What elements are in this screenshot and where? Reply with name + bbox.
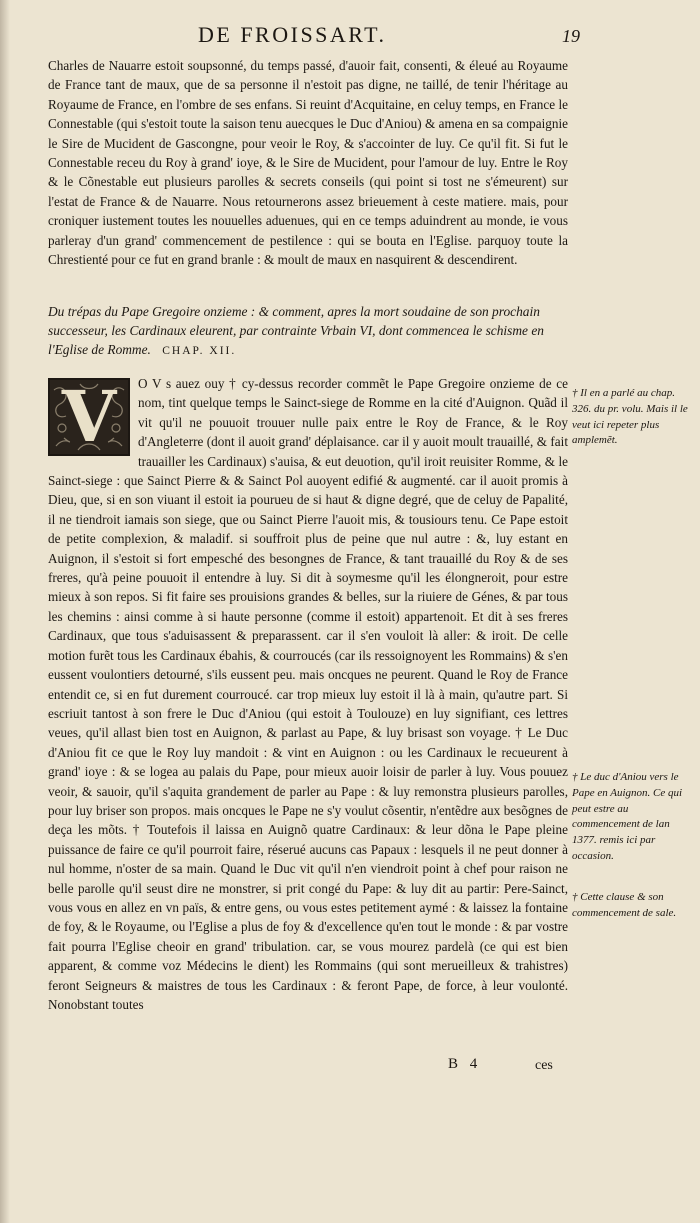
running-head	[0, 22, 700, 48]
paragraph-2-block	[48, 374, 568, 1014]
margin-note-1: † Il en a parlé au chap. 326. du pr. volu. Mais il le veut ici repeter plus amplemẽt.	[572, 387, 688, 447]
initial-letter: V	[61, 378, 117, 456]
chapter-title: Du trépas du Pape Gregoire onzieme : & comment, apres la mort soudaine de son prochain successeur, les Cardinaux eleurent, par contrainte Vrbain VI, dont commencea le schisme en l'Eglise de Romme.	[48, 304, 544, 358]
running-title: DE FROISSART.	[198, 22, 387, 47]
signature-mark: B 4	[448, 1056, 482, 1072]
decorated-initial	[48, 378, 130, 456]
chapter-label: CHAP. XII.	[162, 345, 237, 358]
page-number: 19	[562, 26, 580, 46]
margin-note-2: † Le duc d'Aniou vers le Pape en Auignon. Ce qui peut estre au commencement de lan 1377. remis ici par occasion.	[572, 771, 683, 862]
chapter-heading	[48, 302, 573, 362]
binding-shadow	[0, 0, 10, 1223]
catchword: ces	[535, 1058, 553, 1073]
paragraph-1: Charles de Nauarre estoit soupsonné, du temps passé, d'auoir fait, consenti, & éleué au Royaume de France tant de maux, que de sa personne il n'estoit pas digne, ne taillé, de tenir l'héritage au Royaume de France, en l'ombre de ses enfans. Si reuint d'Acquitaine, en celuy temps, en France le Connestable (qui s'estoit toute la saison tenu auecques le Duc d'Aniou) & amena en sa compaignie le Sire de Mucident de Gascongne, pour veoir le Roy, & s'accointer de luy. Ce qu'il fit. Si fut le Connestable receu du Roy à grand' ioye, & le Sire de Mucident, pour l'amour de luy. Entre le Roy & le Cõnestable eut plusieurs parolles & secrets conseils (qui point si tost ne s'émeurent) sur l'estat de France & de Nauarre. Nous retournerons assez brieuement à ceste matiere. mais, pour croniquer iustement toutes les nouuelles aduenues, qui en ce temps aduindrent au monde, ie vous parleray d'un grand' commencement de pestilence : qui se bouta en l'Eglise. parquoy toute la Chrestienté pour ce fut en grand branle : & moult de maux en nasquirent & descendirent.	[48, 58, 568, 268]
paragraph-2: O V s auez ouy † cy-dessus recorder commẽt le Pape Gregoire onzieme de ce nom, tint quelque temps le Sainct-siege de Romme en la cité d'Auignon. Quãd il vit qu'il ne pouuoit trouuer nulle paix entre le Roy de France, & le Roy d'Angleterre (dont il auoit grand' déplaisance. car il y auoit moult trauaillé, & fait trauailler les Cardinaux) s'auisa, & eut deuotion, qu'il iroit reuisiter Romme, & le Sainct-siege : que Sainct Pierre & & Sainct Pol auoyent edifié & augmenté. car il auoit promis à Dieu, que, si en son viuant il estoit ia pourueu de si haut & digne degré, que de celuy de Papalité, il ne tiendroit iamais son siege, que ou Sainct Pierre l'auoit mis, & tousiours tenu. Ce Pape estoit de petite complexion, & maladif. si souffroit plus de peine que nul autre : &, luy estant en Auignon, il s'estoit si fort empesché des besongnes de France, & tant trauaillé du Roy & de ses freres, qu'à peine pouuoit il entendre à luy. Si dit à soymesme qu'il les élongneroit, pour estre mieux à son repos. Si fit faire ses prouisions grandes & belles, sur la riuiere de Génes, & par tous les chemins : ainsi comme à si haute personne (comme il estoit) appartenoit. Et dit à ses freres Cardinaux, que tous s'aduisassent & preparassent. car il s'en vouloit là aller: & iroit. De celle motion furẽt tous les Cardinaux ébahis, & courroucés (car ils ressoignoyent les Rommains) & s'en eussent voulontiers detourné, s'ils eussent peu. mais oncques ne peurent. Quand le Roy de France entendit ce, si en fut durement courroucé. car trop mieux luy estoit il là à main, qu'autre part. Si escriuit tantost à son frere le Duc d'Aniou (qui estoit à Toulouze) en luy signifiant, ces lettres veues, qu'il allast bien tost en Auignon, & parlast au Pape, & luy brisast son voyage. † Le Duc d'Aniou fit ce que le Roy luy mandoit : & vint en Auignon : ou les Cardinaux le recueurent à grand' ioye : & se logea au palais du Pape, pour mieux auoir loisir de parler à luy. Vous pouuez veoir, & sauoir, qu'il s'aquita grandement de parler au Pape : & luy remonstra plusieurs parolles, pour luy briser son propos. mais oncques le Pape ne s'y voulut cõsentir, n'entẽdre aux besõgnes de deça les mõts. † Toutefois il laissa en Auignõ quatre Cardinaux: & leur dõna le Pape pleine puissance de faire ce qu'il pourroit faire, réserué aucuns cas Papaux : lesquels il ne peut donner à nul homme, n'oster de sa main. Quand le Duc vit qu'il n'en viendroit point à chef pour raison ne belle parolle qu'il seust dire ne monstrer, si prit congé du Pape: & luy dit au partir: Pere-Sainct, vous vous en allez en vn païs, & entre gens, ou vous estes petitement aymé : & laissez la fontaine de foy, & le Royaume, ou l'Eglise a plus de foy & d'excellence qu'en tout le monde : & par vostre fait pourra l'Eglise cheoir en grand' tribulation. car, se vous mourez pardelà (ce qui est bien apparent, & comme voz Médecins le dient) les Rommains (qui sont merueilleux & trahistres) feront Seigneurs & maistres de tous les Cardinaux : & feront Pape, de force, à leur voulonté. Nonobstant toutes	[48, 376, 568, 1012]
margin-note-3: † Cette clause & son commencement de sale.	[572, 891, 677, 919]
